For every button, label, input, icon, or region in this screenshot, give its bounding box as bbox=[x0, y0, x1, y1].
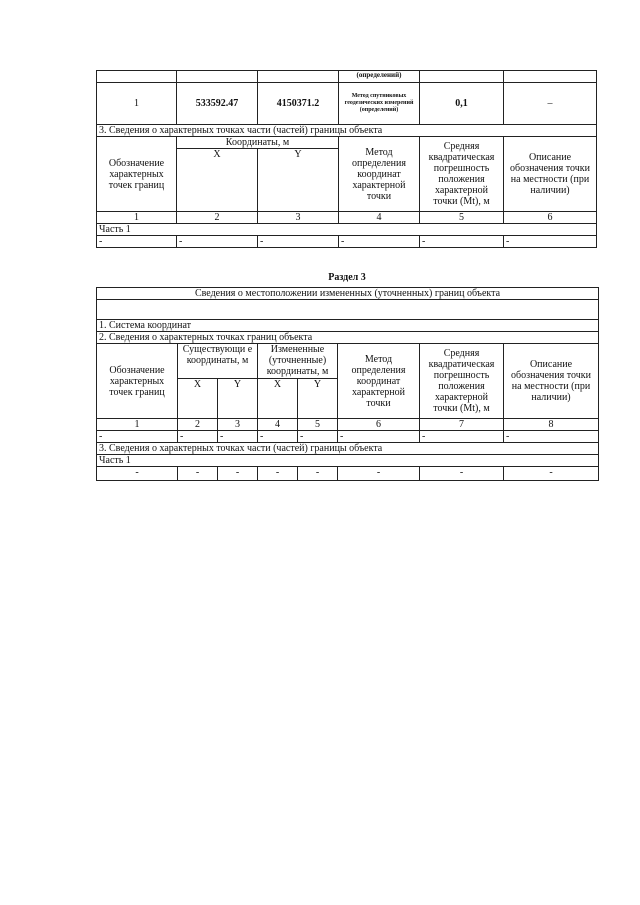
dash-cell: - bbox=[420, 431, 504, 443]
dash-cell: - bbox=[97, 467, 178, 481]
dash-cell: - bbox=[504, 467, 599, 481]
y-header: Y bbox=[218, 379, 258, 419]
x-header: X bbox=[177, 149, 258, 212]
dash-cell: - bbox=[420, 467, 504, 481]
cell-empty bbox=[504, 71, 597, 83]
method-value: Метод спутниковых геодезических измерений (определений) bbox=[339, 83, 420, 125]
dash-cell: - bbox=[504, 236, 597, 248]
section3-title: 3. Сведения о характерных точках части (частей) границы объекта bbox=[97, 443, 599, 455]
description-value: – bbox=[504, 83, 597, 125]
section-title: Раздел 3 bbox=[328, 272, 366, 283]
dash-cell: - bbox=[97, 431, 178, 443]
part-label: Часть 1 bbox=[97, 455, 599, 467]
col-number: 2 bbox=[178, 419, 218, 431]
col-number: 3 bbox=[258, 212, 339, 224]
part-label: Часть 1 bbox=[97, 224, 597, 236]
dash-cell: - bbox=[339, 236, 420, 248]
section3-table bbox=[96, 287, 599, 481]
col-number: 5 bbox=[420, 212, 504, 224]
dash-cell: - bbox=[338, 467, 420, 481]
coord-y-value: 4150371.2 bbox=[258, 83, 339, 125]
dash-cell: - bbox=[298, 467, 338, 481]
coords-header: Координаты, м bbox=[177, 137, 339, 149]
x-header: X bbox=[258, 379, 298, 419]
col-number: 6 bbox=[504, 212, 597, 224]
y-header: Y bbox=[298, 379, 338, 419]
precision-value: 0,1 bbox=[420, 83, 504, 125]
dash-cell: - bbox=[258, 467, 298, 481]
cell-empty bbox=[177, 71, 258, 83]
section3-title: 3. Сведения о характерных точках части (частей) границы объекта bbox=[97, 125, 597, 137]
dash-cell: - bbox=[178, 431, 218, 443]
cell-empty bbox=[258, 71, 339, 83]
dash-cell: - bbox=[258, 236, 339, 248]
method-header: Метод определения координат характерной точки bbox=[338, 344, 420, 419]
method-header-tail: (определений) bbox=[339, 71, 420, 83]
col-number: 3 bbox=[218, 419, 258, 431]
designation-header: Обозначение характерных точек границ bbox=[97, 344, 178, 419]
dash-cell: - bbox=[177, 236, 258, 248]
coord-system-label: 1. Система координат bbox=[97, 320, 599, 332]
dash-cell: - bbox=[97, 236, 177, 248]
section2-continuation-table bbox=[96, 70, 597, 248]
cell-empty bbox=[420, 71, 504, 83]
precision-header: Средняя квадратическая погрешность положения характерной точки (Mt), м bbox=[420, 344, 504, 419]
cell-empty bbox=[97, 71, 177, 83]
changed-coords-header: Измененные (уточненные) координаты, м bbox=[258, 344, 338, 379]
point-number: 1 bbox=[97, 83, 177, 125]
section2-title: 2. Сведения о характерных точках границ объекта bbox=[97, 332, 599, 344]
col-number: 6 bbox=[338, 419, 420, 431]
dash-cell: - bbox=[258, 431, 298, 443]
method-header: Метод определения координат характерной точки bbox=[339, 137, 420, 212]
dash-cell: - bbox=[420, 236, 504, 248]
col-number: 7 bbox=[420, 419, 504, 431]
table-title: Сведения о местоположении измененных (уточненных) границ объекта bbox=[97, 288, 599, 300]
precision-header: Средняя квадратическая погрешность положения характерной точки (Mt), м bbox=[420, 137, 504, 212]
y-header: Y bbox=[258, 149, 339, 212]
dash-cell: - bbox=[218, 431, 258, 443]
col-number: 2 bbox=[177, 212, 258, 224]
designation-header: Обозначение характерных точек границ bbox=[97, 137, 177, 212]
x-header: X bbox=[178, 379, 218, 419]
existing-coords-header: Существующи е координаты, м bbox=[178, 344, 258, 379]
dash-cell: - bbox=[504, 431, 599, 443]
coord-x-value: 533592.47 bbox=[177, 83, 258, 125]
dash-cell: - bbox=[218, 467, 258, 481]
col-number: 4 bbox=[258, 419, 298, 431]
col-number: 1 bbox=[97, 212, 177, 224]
col-number: 8 bbox=[504, 419, 599, 431]
description-header: Описание обозначения точки на местности (при наличии) bbox=[504, 344, 599, 419]
col-number: 4 bbox=[339, 212, 420, 224]
col-number: 5 bbox=[298, 419, 338, 431]
dash-cell: - bbox=[178, 467, 218, 481]
description-header: Описание обозначения точки на местности (при наличии) bbox=[504, 137, 597, 212]
col-number: 1 bbox=[97, 419, 178, 431]
dash-cell: - bbox=[298, 431, 338, 443]
dash-cell: - bbox=[338, 431, 420, 443]
spacer-row bbox=[97, 300, 599, 320]
